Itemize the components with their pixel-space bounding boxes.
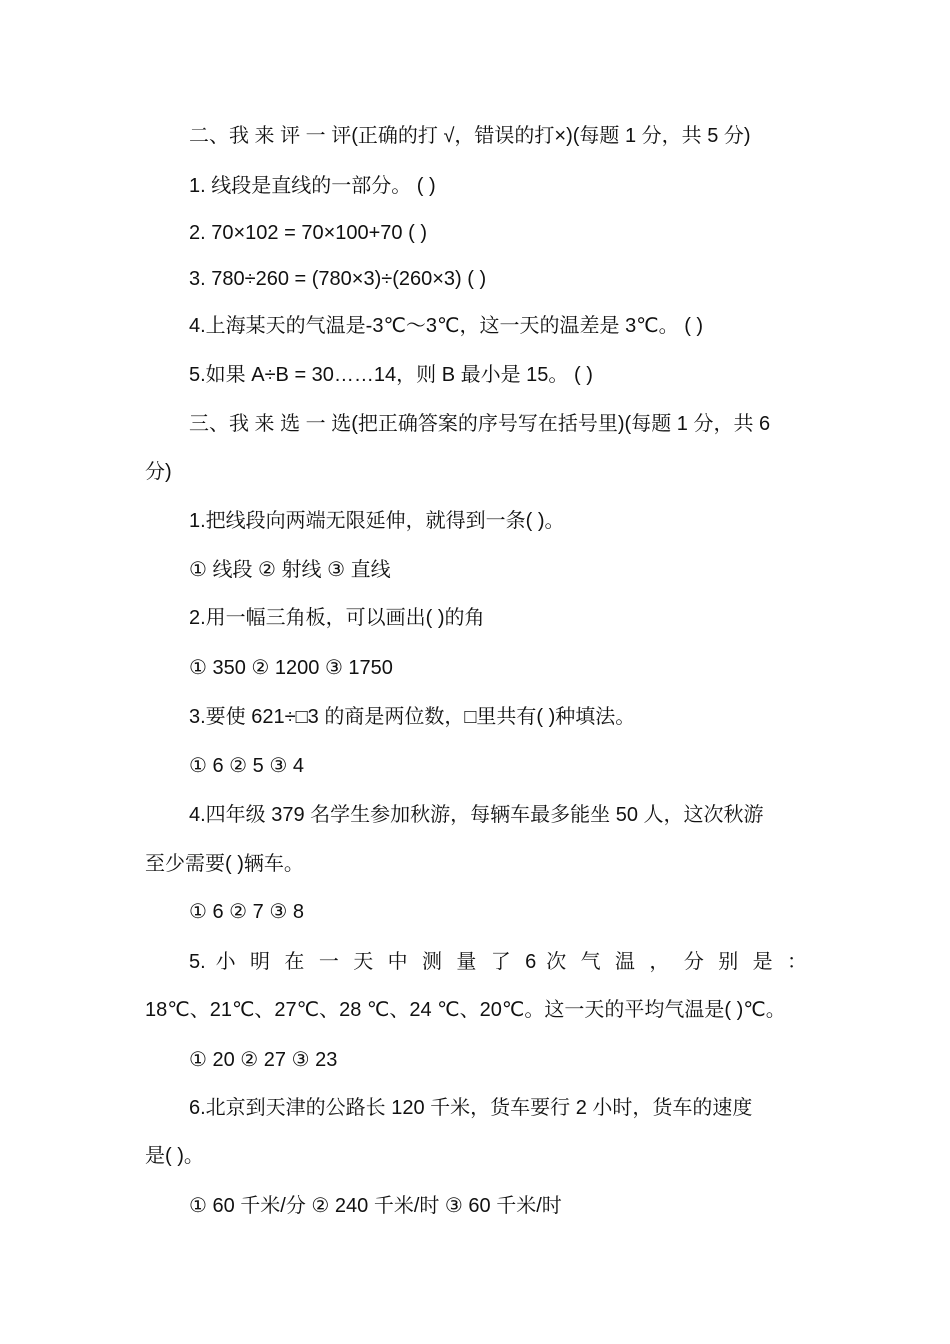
section2-item-1: 1. 线段是直线的一部分。 ( ) bbox=[189, 175, 436, 197]
q6-question-line2: 是( )。 bbox=[145, 1145, 204, 1167]
q3-question: 3.要使 621÷□3 的商是两位数，□里共有( )种填法。 bbox=[189, 706, 636, 728]
section2-heading: 二、我 来 评 一 评(正确的打 √，错误的打×)(每题 1 分，共 5 分) bbox=[189, 125, 751, 147]
section2-item-3: 3. 780÷260 = (780×3)÷(260×3) ( ) bbox=[189, 268, 487, 290]
section2-item-2: 2. 70×102 = 70×100+70 ( ) bbox=[189, 222, 427, 244]
q4-question-line1: 4.四年级 379 名学生参加秋游，每辆车最多能坐 50 人，这次秋游 bbox=[189, 804, 764, 826]
q2-options: ① 350 ② 1200 ③ 1750 bbox=[189, 657, 393, 679]
q4-options: ① 6 ② 7 ③ 8 bbox=[189, 901, 304, 923]
section3-heading-line2: 分) bbox=[145, 461, 172, 483]
q2-question: 2.用一幅三角板，可以画出( )的角 bbox=[189, 607, 485, 629]
section3-heading-line1: 三、我 来 选 一 选(把正确答案的序号写在括号里)(每题 1 分，共 6 bbox=[189, 413, 771, 435]
section2-item-4: 4.上海某天的气温是-3℃～3℃，这一天的温差是 3℃。 ( ) bbox=[189, 315, 704, 337]
section2-item-5: 5.如果 A÷B = 30……14，则 B 最小是 15。 ( ) bbox=[189, 364, 593, 386]
q5-question-line1: 5. 小 明 在 一 天 中 测 量 了 6 次 气 温 ， 分 别 是 ： bbox=[189, 951, 807, 973]
q4-question-line2: 至少需要( )辆车。 bbox=[145, 853, 304, 875]
q5-options: ① 20 ② 27 ③ 23 bbox=[189, 1049, 338, 1071]
q6-question-line1: 6.北京到天津的公路长 120 千米，货车要行 2 小时，货车的速度 bbox=[189, 1097, 753, 1119]
q3-options: ① 6 ② 5 ③ 4 bbox=[189, 755, 304, 777]
q6-options: ① 60 千米/分 ② 240 千米/时 ③ 60 千米/时 bbox=[189, 1195, 562, 1217]
q1-options: ① 线段 ② 射线 ③ 直线 bbox=[189, 559, 391, 581]
q5-question-line2: 18℃、21℃、27℃、28 ℃、24 ℃、20℃。这一天的平均气温是( )℃。 bbox=[145, 999, 786, 1021]
q1-question: 1.把线段向两端无限延伸，就得到一条( )。 bbox=[189, 510, 565, 532]
